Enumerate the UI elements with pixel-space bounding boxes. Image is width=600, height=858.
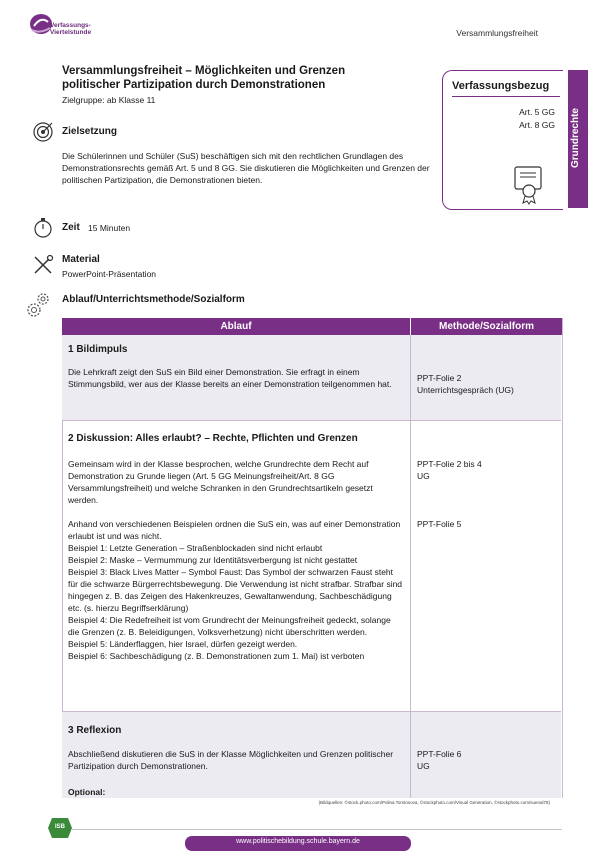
method-line: Unterrichtsgespräch (UG) xyxy=(417,385,514,395)
material-heading: Material xyxy=(62,254,100,265)
logo-text xyxy=(50,22,91,36)
method-cell xyxy=(417,748,557,772)
method-line: UG xyxy=(417,761,430,771)
ablauf-heading: Ablauf/Unterrichtsmethode/Sozialform xyxy=(62,294,245,305)
row-title: 2 Diskussion: Alles erlaubt? – Rechte, Pflichten und Grenzen xyxy=(68,433,358,444)
column-header-ablauf: Ablauf xyxy=(62,318,410,335)
method-line: PPT-Folie 2 bis 4 xyxy=(417,459,482,469)
row-text: Abschließend diskutieren die SuS in der Klasse Möglichkeiten und Grenzen politischer Partizipation durch Demonstrationen. xyxy=(68,749,394,771)
article-ref: Art. 8 GG xyxy=(519,120,555,130)
verfassungsbezug-heading: Verfassungsbezug xyxy=(452,80,550,92)
list-item: Beispiel 1: Letzte Generation – Straßenblockaden sind nicht erlaubt xyxy=(68,543,323,553)
isb-label: ISB xyxy=(54,824,65,830)
list-item: Beispiel 3: Black Lives Matter – Symbol Faust: Das Symbol der schwarzen Faust steht für die schwarze Bürgerrechtsbewegung. Die Verwendung ist nicht strafbar. Strafbar sind hingegen z. B. das Zeigen des Hakenkreuzes, Gewaltanwendung, Sachbeschädigung etc. (s. hierzu Begriffserklärung) xyxy=(68,567,403,613)
zeit-heading: Zeit xyxy=(62,222,80,233)
zeit-value: 15 Minuten xyxy=(88,223,131,233)
list-item: Beispiel 2: Maske – Vermummung zur Identitätsverbergung ist nicht gestattet xyxy=(68,555,358,565)
image-sources: (Bildquellen: ©stock.photo.com/Polina Tomtosova, ©stockphoto.com/Visual Generation, ©stockphoto.com/suenal78) xyxy=(318,800,550,805)
method-line: PPT-Folie 6 xyxy=(417,749,462,759)
gears-icon xyxy=(24,290,54,320)
row-text: Gemeinsam wird in der Klasse besprochen, welche Grundrechte dem Recht auf Demonstration zu Grunde liegen (Art. 5 GG Meinungsfreiheit/Art. 8 GG Versammlungsfreiheit) und welche Schranken in den Grundrechtsartikeln gesetzt werden. xyxy=(68,459,373,505)
list-item: Beispiel 5: Länderflaggen, hier Israel, dürfen gezeigt werden. xyxy=(68,639,298,649)
target-group: Zielgruppe: ab Klasse 11 xyxy=(62,95,156,105)
row-text: Anhand von verschiedenen Beispielen ordnen die SuS ein, was auf einer Demonstration erlaubt ist und was nicht. xyxy=(68,519,401,541)
row-title: 1 Bildimpuls xyxy=(68,344,128,355)
column-divider xyxy=(410,335,411,798)
logo-line-1: Verfassungs- xyxy=(50,22,91,29)
zielsetzung-text: Die Schülerinnen und Schüler (SuS) beschäftigen sich mit den rechtlichen Grundlagen des Demonstrationsrechts gemäß Art. 5 und 8 GG. Sie diskutieren die Möglichkeiten und Grenzen der politischen Partizipation, die Demonstrationen bieten. xyxy=(62,151,430,185)
footer-line xyxy=(72,829,562,830)
method-line: PPT-Folie 2 xyxy=(417,373,462,383)
optional-label: Optional: xyxy=(68,787,106,797)
running-title: Versammlungsfreiheit xyxy=(456,28,538,38)
stopwatch-icon xyxy=(32,216,54,238)
method-line: UG xyxy=(417,471,430,481)
method-cell xyxy=(417,372,557,396)
list-item: Beispiel 4: Die Redefreiheit ist vom Grundrecht der Meinungsfreiheit gedeckt, solange die Grenzen (z. B. Beleidigungen, Volksverhetzung) nicht überschritten werden. xyxy=(68,615,391,637)
target-icon xyxy=(32,120,54,142)
row-divider xyxy=(62,420,561,421)
list-item: Beispiel 6: Sachbeschädigung (z. B. Demonstrationen zum 1. Mai) ist verboten xyxy=(68,651,365,661)
logo-line-2: Viertelstunde xyxy=(50,29,92,36)
example-list xyxy=(68,542,404,662)
article-ref: Art. 5 GG xyxy=(519,107,555,117)
page-title: Versammlungsfreiheit – Möglichkeiten und Grenzen politischer Partizipation durch Demonstrationen xyxy=(62,65,346,91)
footer-url[interactable]: www.politischebildung.schule.bayern.de xyxy=(236,838,360,845)
method-cell: PPT-Folie 5 xyxy=(417,519,462,529)
side-tab-label: Grundrechte xyxy=(570,108,581,169)
row-title: 3 Reflexion xyxy=(68,725,122,736)
tools-icon xyxy=(32,254,54,276)
material-text: PowerPoint-Präsentation xyxy=(62,269,157,279)
certificate-icon xyxy=(512,165,546,205)
method-cell xyxy=(417,458,557,482)
divider xyxy=(452,96,560,97)
column-header-methode: Methode/Sozialform xyxy=(411,318,562,335)
zielsetzung-heading: Zielsetzung xyxy=(62,126,118,137)
row-text: Die Lehrkraft zeigt den SuS ein Bild einer Demonstration. Sie erfragt in einem Stimmungsbild, wer aus der Klasse bereits an einer Demonstration teilgenommen hat. xyxy=(68,367,392,389)
